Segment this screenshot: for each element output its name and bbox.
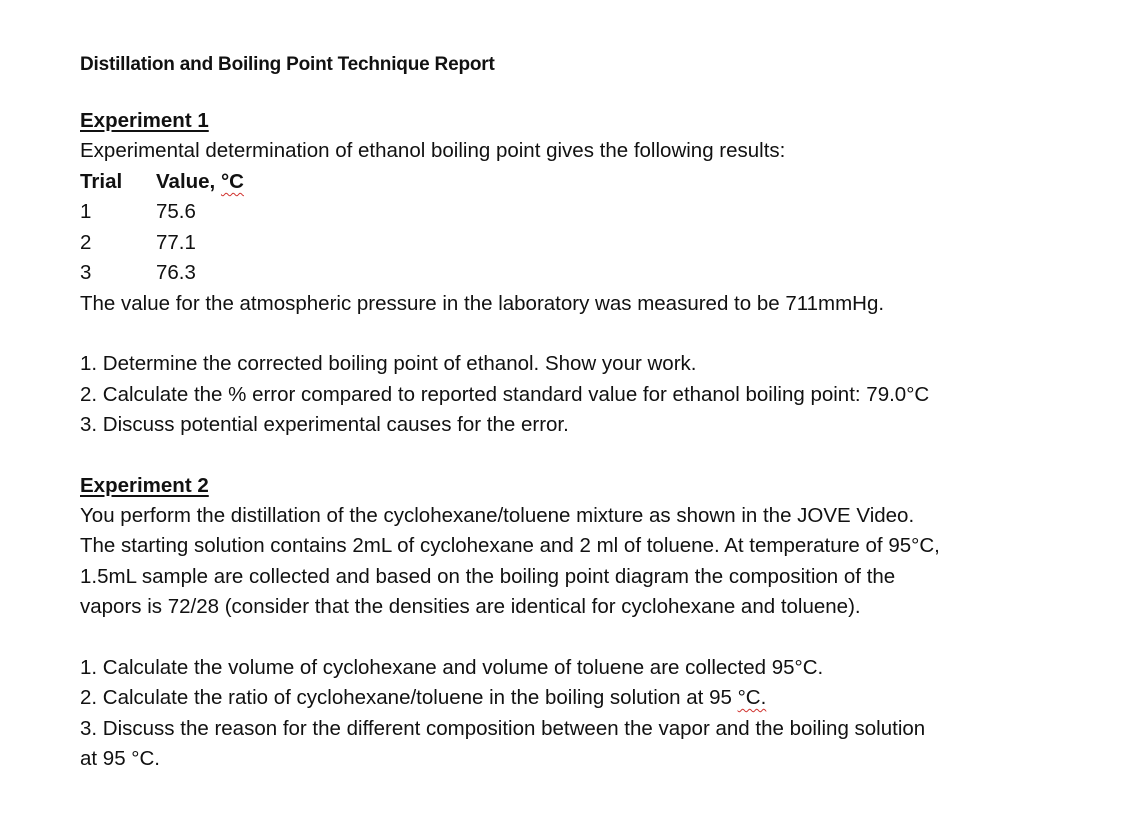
trials-table-header <box>80 167 244 198</box>
trial-number: 3 <box>80 261 92 285</box>
trial-column-header: Trial <box>80 169 123 193</box>
experiment-2-section <box>80 471 1100 775</box>
table-row <box>80 228 244 259</box>
question-2-text: 2. Calculate the ratio of cyclohexane/toluene in the boiling solution at 95 <box>80 686 738 709</box>
value-column-header <box>156 167 244 198</box>
table-row <box>80 197 244 228</box>
experiment-2-description-line: You perform the distillation of the cyclohexane/toluene mixture as shown in the JOVE Video. <box>80 503 915 527</box>
experiment-2-question-2 <box>80 683 1100 714</box>
experiment-1-question-1: 1. Determine the corrected boiling point of ethanol. Show your work. <box>80 352 697 375</box>
report-title: Distillation and Boiling Point Technique Report <box>80 54 495 75</box>
experiment-1-intro: Experimental determination of ethanol boiling point gives the following results: <box>80 139 786 162</box>
experiment-1-heading: Experiment 1 <box>80 109 209 132</box>
experiment-2-question-3-line-2: at 95 °C. <box>80 747 160 770</box>
table-row <box>80 258 244 289</box>
experiment-2-question-1: 1. Calculate the volume of cyclohexane and volume of toluene are collected 95°C. <box>80 655 824 679</box>
trials-table <box>80 167 244 289</box>
experiment-2-heading: Experiment 2 <box>80 473 209 497</box>
value-header-unit: °C <box>220 169 244 193</box>
trial-number: 2 <box>80 230 92 254</box>
experiment-2-question-3-line-1: 3. Discuss the reason for the different composition between the vapor and the boiling solution <box>80 716 926 740</box>
experiment-2-description-line: The starting solution contains 2mL of cyclohexane and 2 ml of toluene. At temperature of 95°C, <box>80 534 940 557</box>
trial-value: 77.1 <box>156 230 196 254</box>
question-2-unit: °C. <box>737 686 767 709</box>
experiment-2-description-line: 1.5mL sample are collected and based on the boiling point diagram the composition of the <box>80 564 896 588</box>
experiment-1-question-2: 2. Calculate the % error compared to reported standard value for ethanol boiling point: 79.0°C <box>80 382 930 406</box>
trial-value: 75.6 <box>156 200 196 224</box>
value-header-label: Value, <box>156 169 216 193</box>
experiment-1-question-3: 3. Discuss potential experimental causes for the error. <box>80 413 569 436</box>
document-page <box>80 50 1100 775</box>
trial-value: 76.3 <box>156 261 196 285</box>
experiment-2-description-line: vapors is 72/28 (consider that the densities are identical for cyclohexane and toluene). <box>80 595 861 618</box>
trial-number: 1 <box>80 200 92 224</box>
experiment-1-section <box>80 106 1100 441</box>
pressure-note: The value for the atmospheric pressure in the laboratory was measured to be 711mmHg. <box>80 291 885 315</box>
